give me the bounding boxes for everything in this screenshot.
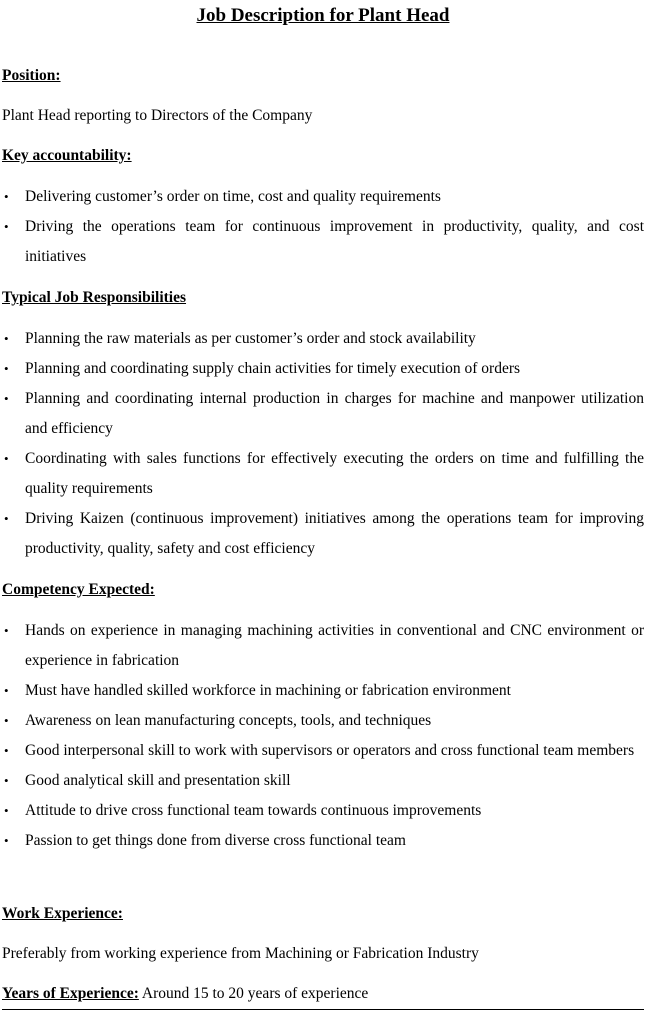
responsibilities-list [0, 324, 646, 564]
bullet-icon: • [4, 451, 9, 466]
bullet-icon: • [4, 511, 9, 526]
list-item-text: Delivering customer’s order on time, cost and quality requirements [25, 188, 441, 205]
list-item [0, 324, 646, 354]
bullet-icon: • [4, 803, 9, 818]
list-item [0, 444, 646, 504]
list-item-text: Planning the raw materials as per customer’s order and stock availability [25, 330, 476, 347]
competency-list [0, 616, 646, 856]
years-of-experience-heading: Years of Experience: [2, 985, 139, 1002]
work-experience-heading: Work Experience: [2, 905, 123, 922]
list-item-text: Driving the operations team for continuous improvement in productivity, quality, and cost initiatives [25, 218, 644, 265]
list-item [0, 676, 646, 706]
bullet-icon: • [4, 833, 9, 848]
bullet-icon: • [4, 189, 9, 204]
bullet-icon: • [4, 219, 9, 234]
list-item [0, 796, 646, 826]
list-item-text: Must have handled skilled workforce in machining or fabrication environment [25, 682, 511, 699]
competency-heading: Competency Expected: [2, 581, 155, 598]
list-item [0, 616, 646, 676]
bullet-icon: • [4, 361, 9, 376]
list-item-text: Attitude to drive cross functional team towards continuous improvements [25, 802, 482, 819]
position-text: Plant Head reporting to Directors of the Company [2, 107, 313, 124]
work-experience-text: Preferably from working experience from Machining or Fabrication Industry [2, 945, 479, 962]
list-item-text: Awareness on lean manufacturing concepts, tools, and techniques [25, 712, 432, 729]
key-accountability-heading: Key accountability: [2, 147, 132, 164]
list-item [0, 504, 646, 564]
list-item-text: Good interpersonal skill to work with supervisors or operators and cross functional team members [25, 742, 635, 759]
key-accountability-list [0, 182, 646, 272]
years-of-experience-text: Around 15 to 20 years of experience [138, 985, 369, 1002]
bottom-divider [2, 1009, 644, 1010]
bullet-icon: • [4, 743, 9, 758]
bullet-icon: • [4, 713, 9, 728]
bullet-icon: • [4, 773, 9, 788]
list-item-text: Planning and coordinating supply chain activities for timely execution of orders [25, 360, 521, 377]
document-title: Job Description for Plant Head [196, 5, 450, 26]
list-item [0, 212, 646, 272]
list-item-text: Planning and coordinating internal production in charges for machine and manpower utilization and efficiency [25, 390, 644, 437]
list-item-text: Hands on experience in managing machining activities in conventional and CNC environment or experience in fabrication [25, 622, 644, 669]
list-item [0, 706, 646, 736]
bullet-icon: • [4, 683, 9, 698]
list-item [0, 384, 646, 444]
bullet-icon: • [4, 331, 9, 346]
list-item [0, 826, 646, 856]
bullet-icon: • [4, 623, 9, 638]
bullet-icon: • [4, 391, 9, 406]
list-item-text: Passion to get things done from diverse cross functional team [25, 832, 406, 849]
list-item-text: Coordinating with sales functions for effectively executing the orders on time and fulfilling the quality requirements [25, 450, 644, 497]
years-of-experience-line [2, 984, 368, 1004]
list-item [0, 766, 646, 796]
responsibilities-heading: Typical Job Responsibilities [2, 289, 187, 306]
list-item-text: Good analytical skill and presentation skill [25, 772, 291, 789]
position-heading: Position: [2, 67, 61, 84]
list-item [0, 182, 646, 212]
list-item-text: Driving Kaizen (continuous improvement) initiatives among the operations team for improving productivity, quality, safety and cost efficiency [25, 510, 644, 557]
list-item [0, 736, 646, 766]
list-item [0, 354, 646, 384]
